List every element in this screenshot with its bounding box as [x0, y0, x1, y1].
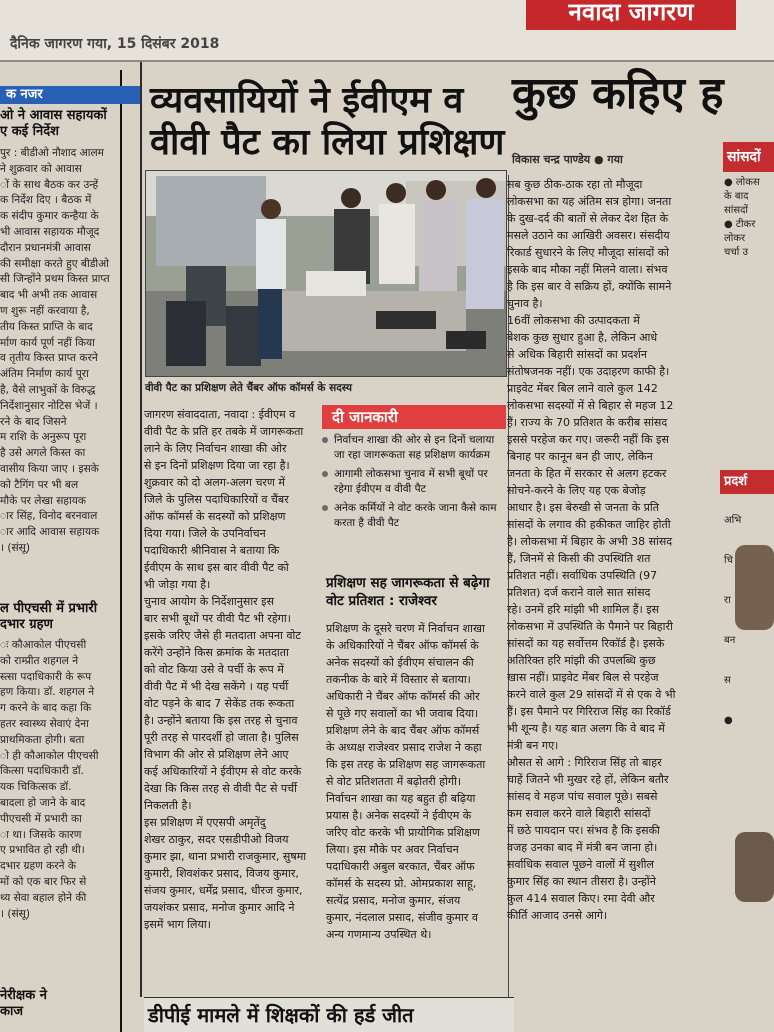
- news-photo-illustration: [146, 171, 506, 376]
- main-col2-line: के अधिकारियों ने चैंबर ऑफ कॉमर्स के: [326, 639, 479, 652]
- right-col-line: हैं, जिनमें से किसी की उपस्थिति शत: [507, 552, 651, 565]
- right-col-line: सर्वाधिक सवाल पूछने वालों में सुशील: [507, 858, 654, 871]
- left-paragraph-line: ो ही कौआकोल पीएचसी: [0, 749, 99, 762]
- left-paragraph-line: प्राथमिकता होगी। बता: [0, 733, 85, 746]
- photo-caption: वीवी पैट का प्रशिक्षण लेते चैंबर ऑफ कॉमर्स के सदस्य: [145, 382, 352, 394]
- column-divider: [140, 62, 142, 997]
- info-box: [322, 405, 506, 560]
- main-col2-line: अनेक सदस्यों को ईवीएम संचालन की: [326, 656, 474, 669]
- sidebar-text-line: स: [724, 675, 731, 686]
- main-col1-line: कुमार झा, थाना प्रभारी राजकुमार, सुषमा: [144, 850, 307, 863]
- left-paragraph-line: हतर स्वास्थ्य सेवाएं देना: [0, 717, 89, 730]
- left-paragraph-line: थ्य सेवा बहाल होने की: [0, 891, 87, 904]
- right-col-line: करने वाले कुल 29 सांसदों में से एक वे भी: [507, 688, 676, 701]
- left-paragraph-line: बाद भी अभी तक आवास: [0, 289, 98, 302]
- main-col1-line: दिया गया। जिले के उपनिर्वाचन: [144, 527, 266, 540]
- right-col-line: भी शून्य है। यह बात अलग कि वे बाद में: [507, 722, 665, 735]
- left-headline-2: ल पीएचसी में प्रभारी दभार ग्रहण: [0, 601, 98, 632]
- sidebar-tag-2: प्रदर्श: [720, 470, 774, 494]
- left-paragraph-line: । (संसू): [0, 541, 30, 554]
- left-paragraph-line: पुर : बीडीओ नौशाद आलम: [0, 147, 104, 159]
- right-col-line: कम सवाल करने वाले बिहारी सांसदों: [507, 807, 651, 820]
- left-paragraph-line: यक चिकित्सक डॉ.: [0, 781, 72, 794]
- info-box-list: [322, 433, 506, 535]
- right-col-line: के दुख-दर्द की बातों से लेकर देश हित के: [507, 212, 669, 225]
- sidebar-bullets: [724, 176, 760, 260]
- right-col-line: आधार है। इस बेरुखी से जनता के प्रति: [507, 501, 660, 514]
- left-paragraph-line: ः कौआकोल पीएचसी: [0, 639, 87, 651]
- bullet-icon: [322, 505, 328, 511]
- main-col1-line: चुनाव आयोग के निर्देशानुसार इस: [144, 595, 275, 608]
- left-paragraph-line: ण शुरू नहीं करवाया है,: [0, 304, 90, 317]
- right-col-line: सांसद वे महज पांच सवाल पूछे। सबसे: [507, 790, 658, 803]
- right-col-line: वजह उनका बाद में मंत्री बन जाना हो।: [507, 841, 658, 854]
- main-col2-line: अन्य गणमान्य उपस्थित थे।: [326, 928, 432, 941]
- left-paragraph-line: दभार ग्रहण करने के: [0, 860, 76, 873]
- right-col-line: इससे परहेज कर गए। जरूरी नहीं कि इस: [507, 433, 669, 446]
- main-col2-line: तकनीक के बारे में विस्तार से बताया।: [326, 673, 471, 686]
- main-column-2: [326, 620, 510, 943]
- right-col-line: से अधिक बिहारी सांसदों का प्रदर्शन: [507, 348, 647, 361]
- right-col-line: प्रतिशत) दर्ज कराने वाले सात सांसद: [507, 586, 651, 599]
- left-paragraph-line: है उसे अगले किस्त का: [0, 447, 86, 460]
- main-col1-line: इस प्रशिक्षण में एएसपी अमृतेंदु: [144, 816, 266, 829]
- main-col2-line: कुमार, नंदलाल प्रसाद, संजीव कुमार व: [326, 911, 478, 924]
- main-headline: व्यवसायियों ने ईवीएम व वीवी पैट का लिया प्रशिक्षण: [150, 80, 505, 163]
- left-paragraph-line: र्माण कार्य पूर्ण नहीं किया: [0, 336, 95, 349]
- main-col1-line: वीवी पैट में भी देख सकेंगे । यह पर्ची: [144, 680, 289, 693]
- main-col1-line: बार सभी बूथों पर वीवी पैट भी रहेगा।: [144, 612, 291, 625]
- main-col1-line: निकलती है।: [144, 799, 192, 812]
- info-box-title: दी जानकारी: [322, 405, 506, 429]
- sidebar-text-line: ●: [724, 715, 733, 726]
- main-col1-line: संजय कुमार, धर्मेंद्र प्रसाद, धीरज कुमार,: [144, 884, 303, 897]
- main-col1-line: कई अधिकारियों ने ईवीएम से वोट करके: [144, 765, 302, 778]
- right-col-line: लोकसभा का यह अंतिम सत्र होगा। जनता: [507, 195, 672, 208]
- main-col1-line: शुक्रवार को दो अलग-अलग चरण में: [144, 476, 285, 489]
- right-col-line: हैं। इस पैमाने पर गिरिराज सिंह का रिकॉर्ड: [507, 705, 671, 718]
- info-item-text: अनेक कर्मियों ने वोट करके जाना कैसे काम करता है वीवी पैट: [334, 502, 497, 529]
- masthead: नवादा जागरण: [526, 0, 736, 30]
- sidebar-text-line: चि: [724, 555, 733, 566]
- left-paragraph-line: भी आवास सहायक मौजूद: [0, 225, 100, 238]
- right-col-line: खास नहीं। प्राइवेट मेंबर बिल से परहेज: [507, 671, 659, 684]
- main-col1-line: भी जोड़ा गया है।: [144, 578, 211, 591]
- right-col-line: सांसदों का यह सर्वोत्तम रिकॉर्ड है। इसके: [507, 637, 665, 650]
- main-col1-line: को वोट किया उसे वे पर्ची के रूप में: [144, 663, 284, 676]
- main-col1-line: जयशंकर प्रसाद, मनोज कुमार आदि ने: [144, 901, 295, 914]
- right-col-line: सब कुछ ठीक-ठाक रहा तो मौजूदा: [507, 178, 643, 191]
- right-col-line: मसले उठाने का आखिरी अवसर। संसदीय: [507, 229, 670, 242]
- bottom-headline: डीपीई मामले में शिक्षकों की हर्ड जीत: [144, 997, 514, 1032]
- left-paragraph-line: है, वैसे लाभुकों के विरुद्ध: [0, 383, 96, 396]
- main-column-1: [144, 406, 320, 933]
- sidebar-text-line: बन: [724, 635, 736, 646]
- right-col-line: बिनाह पर कानून बन ही जाए, लेकिन: [507, 450, 653, 463]
- news-photo: [145, 170, 507, 377]
- sidebar-bullet: के बाद: [724, 191, 749, 202]
- left-paragraph-line: बादला हो जाने के बाद: [0, 796, 86, 809]
- sidebar-tag: सांसदों: [723, 142, 774, 172]
- right-col-line: चाहें जितने भी मुखर रहे हों, लेकिन बतौर: [507, 773, 669, 786]
- right-col-line: रहे। उनमें हरि मांझी भी शामिल हैं। इस: [507, 603, 660, 616]
- right-col-line: कीर्ति आजाद उनसे आगे।: [507, 909, 608, 922]
- left-tag: क नजर: [0, 86, 142, 104]
- right-col-line: प्राइवेट मेंबर बिल लाने वाले कुल 142: [507, 382, 658, 395]
- right-col-line: लोकसभा सदस्यों में से बिहार से महज 12: [507, 399, 674, 412]
- info-item: [322, 433, 506, 463]
- left-paragraph-line: । (संसू): [0, 907, 30, 920]
- left-headline-3: नेरीक्षक ने काज: [0, 988, 47, 1019]
- sidebar-bullet: चर्चा उ: [724, 247, 748, 258]
- left-paragraph-line: ा था। जिसके कारण: [0, 828, 82, 841]
- main-col1-line: जिले के पुलिस पदाधिकारियों व चैंबर: [144, 493, 289, 506]
- dateline: दैनिक जागरण गया, 15 दिसंबर 2018: [10, 36, 220, 52]
- right-col-line: में छठे पायदान पर। संभव है कि इसकी: [507, 824, 660, 837]
- left-paragraph-line: तीय किस्त प्राप्ति के बाद: [0, 320, 93, 333]
- left-paragraph-line: दौरान प्रधानमंत्री आवास: [0, 241, 91, 254]
- main-col1-line: शेखर ठाकुर, सदर एसडीपीओ विजय: [144, 833, 289, 846]
- left-paragraph-line: को राम्प्रीत शहगल ने: [0, 654, 79, 667]
- bullet-icon: [322, 471, 328, 477]
- left-paragraph-line: वासीय किया जाए । इसके: [0, 462, 99, 475]
- info-item: [322, 501, 506, 531]
- byline: विकास चन्द्र पाण्डेय ● गया: [512, 153, 623, 166]
- sidebar-text-line: अभि: [724, 515, 742, 526]
- info-item: [322, 467, 506, 497]
- right-col-line: सांसदों के लगाव की हकीकत जाहिर होती: [507, 518, 671, 531]
- main-col2-line: पदाधिकारी अबुल बरकात, चैंबर ऑफ: [326, 860, 475, 873]
- right-column: [507, 176, 717, 924]
- main-col2-line: कॉमर्स के सदस्य प्रो. ओमप्रकाश साहू,: [326, 877, 477, 890]
- right-col-line: लोकसभा में उपस्थिति के पैमाने पर बिहारी: [507, 620, 673, 633]
- main-col1-line: देखा कि किस तरह से वीवी पैट से पर्ची: [144, 782, 297, 795]
- right-col-line: रिकार्ड सुधारने के लिए मौजूदा सांसदों को: [507, 246, 669, 259]
- sidebar-photo-2: [735, 832, 774, 902]
- right-col-line: संतोषजनक नहीं। एक उदाहरण काफी है।: [507, 365, 670, 378]
- main-col1-line: जागरण संवाददाता, नवादा : ईवीएम व: [144, 408, 296, 421]
- right-col-line: सोचने-करने के लिए यह एक बेजोड़: [507, 484, 646, 497]
- main-col1-line: ईवीएम के साथ इस बार वीवी पैट को: [144, 561, 289, 574]
- page-header: [0, 0, 774, 62]
- left-paragraph-line: व तृतीय किस्त प्राप्त करने: [0, 352, 98, 365]
- sidebar-photo: [735, 545, 774, 630]
- left-paragraph-line: स्त्सा पदाधिकारी के रूप: [0, 670, 92, 683]
- left-paragraph-line: ने शुक्रवार को आवास: [0, 162, 82, 175]
- left-paragraph-line: ों के साथ बैठक कर उन्हें: [0, 178, 99, 191]
- left-paragraph-line: क निर्देश दिए । बैठक में: [0, 194, 92, 207]
- sidebar-bullet: लोकर: [724, 233, 746, 244]
- main-col2-line: जरिए वोट करके भी प्रायोगिक प्रशिक्षण: [326, 826, 480, 839]
- bullet-icon: [322, 437, 328, 443]
- main-col2-line: सत्येंद्र प्रसाद, मनोज कुमार, संजय: [326, 894, 461, 907]
- left-paragraph-line: कित्सा पदाधिकारी डॉ.: [0, 765, 84, 778]
- main-col1-line: वीवी पैट के प्रति हर तबके में जागरूकता: [144, 425, 304, 438]
- main-col1-line: पूरी तरह से पारदर्शी हो जाता है। पुलिस: [144, 731, 299, 744]
- right-col-line: है। लोकसभा में बिहार के अभी 38 सांसद: [507, 535, 673, 548]
- left-paragraph-line: मों को एक बार फिर से: [0, 875, 87, 888]
- right-col-line: कुल 414 सवाल किए। रमा देवी और: [507, 892, 655, 905]
- main-col1-line: विभाग की ओर से प्रशिक्षण लेने आए: [144, 748, 289, 761]
- left-paragraph-line: अंतिम निर्माण कार्य पूरा: [0, 368, 89, 381]
- sub-headline: प्रशिक्षण सह जागरूकता से बढ़ेगा वोट प्रतिशत : राजेश्वर: [326, 575, 490, 609]
- main-col1-line: वोट पड़ने के बाद 7 सेकेंड तक रूकता: [144, 697, 295, 710]
- left-paragraph-line: हण किया। डॉ. शहगल ने: [0, 686, 95, 699]
- left-paragraph-line: सी जिन्होंने प्रथम किस्त प्राप्त: [0, 273, 110, 286]
- main-col1-line: करेंगे उन्होंने किस क्रमांक के मतदाता: [144, 646, 289, 659]
- left-paragraph-line: म राशि के अनुरूप पूरा: [0, 431, 87, 444]
- main-col2-line: निर्वाचन शाखा का यह बहुत ही बढ़िया: [326, 792, 476, 805]
- right-col-line: जनता के हित में सरकार से अलग हटकर: [507, 467, 667, 480]
- right-col-line: बेशक कुछ सुधार हुआ है, लेकिन आधे: [507, 331, 658, 344]
- main-col1-line: इसके जरिए जैसे ही मतदाता अपना वोट: [144, 629, 301, 642]
- main-col2-line: से पूछे गए सवालों का भी जवाब दिया।: [326, 707, 479, 720]
- sidebar-text-line: रा: [724, 595, 731, 606]
- left-paragraph-line: मौके पर लेखा सहायक: [0, 494, 87, 507]
- main-col2-line: प्रशिक्षण के दूसरे चरण में निर्वाचन शाखा: [326, 622, 485, 635]
- left-paragraph-line: ए प्रभावित हो रही थी।: [0, 844, 85, 857]
- main-col2-line: लिया। इस मौके पर अवर निर्वाचन: [326, 843, 459, 856]
- right-col-line: 16वीं लोकसभा की उत्पादकता में: [507, 314, 640, 327]
- info-item-text: निर्वाचन शाखा की ओर से इन दिनों चलाया जा रहा जागरूकता सह प्रशिक्षण कार्यक्रम: [334, 434, 495, 461]
- left-paragraph-line: ार आदि आवास सहायक: [0, 526, 100, 539]
- left-paragraph-line: की समीक्षा करते हुए बीडीओ: [0, 257, 109, 270]
- sidebar-bullet: ● टीकर: [724, 219, 756, 230]
- left-paragraph-line: पीएचसी में प्रभारी का: [0, 812, 82, 825]
- right-col-line: औसत से आगे : गिरिराज सिंह तो बाहर: [507, 756, 662, 769]
- right-col-line: इसके बाद मौका नहीं मिलने वाला। संभव: [507, 263, 668, 276]
- main-col2-line: प्रशिक्षण लेने के बाद चैंबर ऑफ कॉमर्स: [326, 724, 480, 737]
- right-col-line: चुनाव है।: [507, 297, 543, 310]
- left-headline-1: ओ ने आवास सहायकों ए कई निर्देश: [0, 108, 107, 139]
- right-col-line: कुमार सिंह का स्थान तीसरा है। उन्होंने: [507, 875, 656, 888]
- main-col2-line: कि इस तरह के प्रशिक्षण सह जागरूकता: [326, 758, 486, 771]
- right-col-line: है कि इस बार वे सक्रिय हों, क्योंकि सामने: [507, 280, 672, 293]
- main-col2-line: से वोट प्रतिशतता में बढ़ोतरी होगी।: [326, 775, 462, 788]
- main-col1-line: से इन दिनों प्रशिक्षण दिया जा रहा है।: [144, 459, 290, 472]
- left-paragraph-line: को टैगिंग पर भी बल: [0, 478, 79, 491]
- sidebar-bullet: सांसदों: [724, 205, 749, 216]
- sidebar-bullet: ● लोकस: [724, 177, 760, 188]
- left-paragraph-line: ग करने के बाद कहा कि: [0, 702, 92, 715]
- right-headline: कुछ कहिए ह: [512, 68, 724, 119]
- main-col1-line: ऑफ कॉमर्स के सदस्यों को प्रशिक्षण: [144, 510, 286, 523]
- left-paragraph-line: निर्देशानुसार नोटिस भेजें ।: [0, 399, 98, 412]
- right-col-line: हैं। राज्य के 70 प्रतिशत के करीब सांसद: [507, 416, 668, 429]
- main-col1-line: कुमारी, शिवशंकर प्रसाद, विजय कुमार,: [144, 867, 299, 880]
- left-paragraph-line: रने के बाद जिसने: [0, 415, 67, 428]
- left-body-1: [0, 146, 118, 557]
- right-col-line: मंत्री बन गए।: [507, 739, 559, 752]
- info-item-text: आगामी लोकसभा चुनाव में सभी बूथों पर रहेगा ईवीएम व वीवी पैट: [334, 468, 488, 495]
- main-col1-line: है। उन्होंने बताया कि इस तरह से चुनाव: [144, 714, 298, 727]
- left-paragraph-line: ार सिंह, विनोद बरनवाल: [0, 510, 98, 523]
- left-paragraph-line: क संदीप कुमार कन्हैया के: [0, 210, 99, 223]
- main-col1-line: पदाधिकारी श्रीनिवास ने बताया कि: [144, 544, 280, 557]
- main-col2-line: अधिकारी ने चैंबर ऑफ कॉमर्स की ओर: [326, 690, 480, 703]
- right-col-line: अतिरिक्त हरि मांझी की उपलब्धि कुछ: [507, 654, 656, 667]
- main-col2-line: के अध्यक्ष राजेश्वर प्रसाद राजेश ने कहा: [326, 741, 482, 754]
- main-col1-line: इसमें भाग लिया।: [144, 918, 211, 931]
- main-col1-line: लाने के लिए निर्वाचन शाखा की ओर: [144, 442, 287, 455]
- right-col-line: प्रतिशत नहीं। सर्वाधिक उपस्थिति (97: [507, 569, 658, 582]
- main-col2-line: प्रयास है। अनेक सदस्यों ने ईवीएम के: [326, 809, 472, 822]
- left-body-2: [0, 638, 118, 922]
